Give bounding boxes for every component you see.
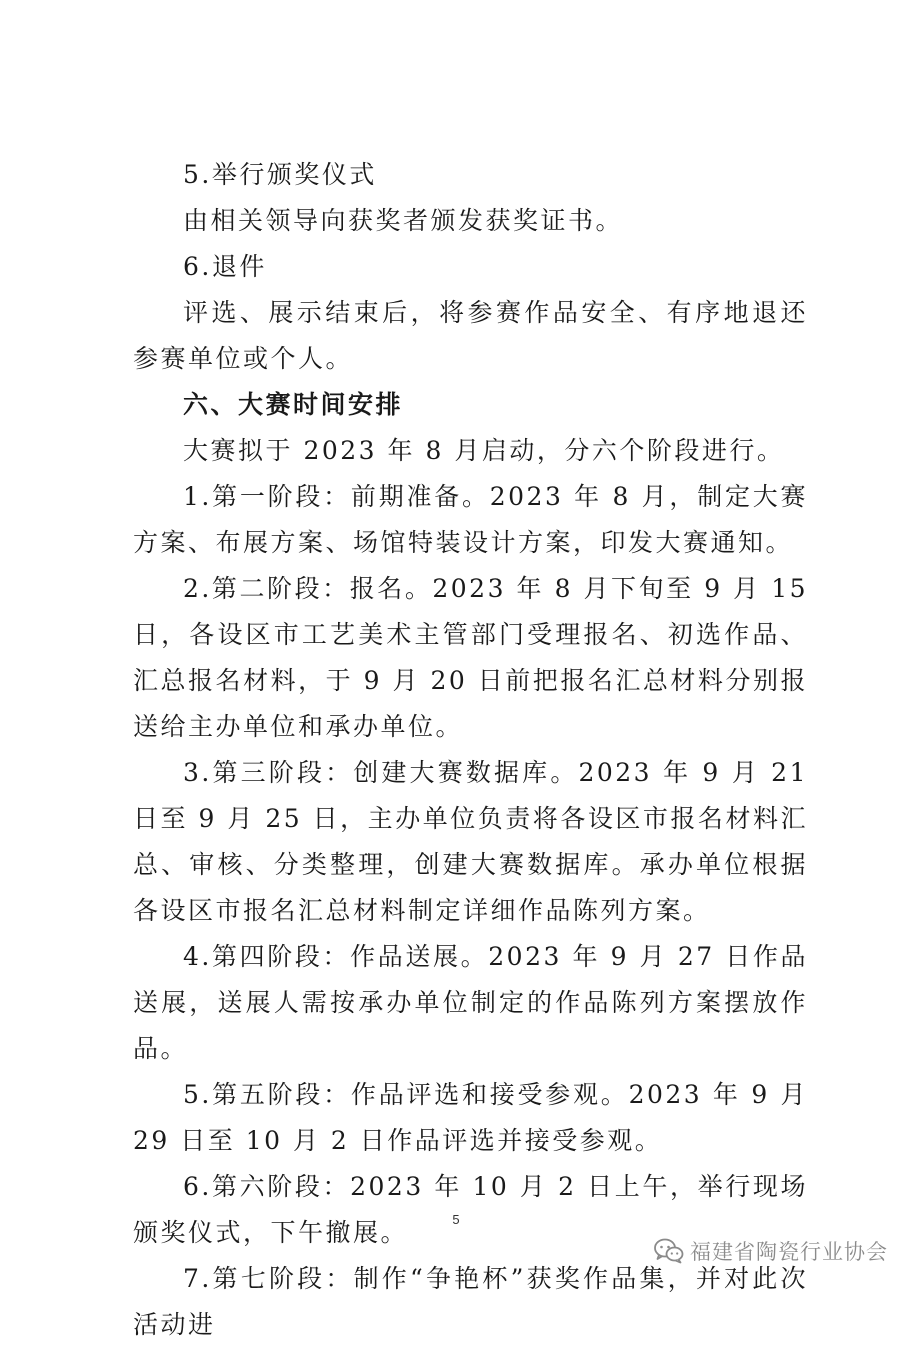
paragraph-award-ceremony-detail: 由相关领导向获奖者颁发获奖证书。	[183, 206, 624, 235]
paragraph-award-ceremony: 5.举行颁奖仪式	[183, 160, 377, 189]
wechat-icon	[654, 1238, 684, 1264]
paragraph-return-items-detail: 评选、展示结束后，将参赛作品安全、有序地退还参赛单位或个人。	[133, 298, 808, 373]
paragraph-stage-1: 1.第一阶段：前期准备。2023 年 8 月，制定大赛方案、布展方案、场馆特装设计方案，印发大赛通知。	[133, 482, 808, 557]
paragraph-stage-6: 6.第六阶段：2023 年 10 月 2 日上午，举行现场颁奖仪式，下午撤展。	[133, 1172, 808, 1247]
page-number: 5	[452, 1212, 460, 1227]
section-heading-schedule: 六、大赛时间安排	[183, 390, 404, 419]
document-body	[133, 152, 808, 1348]
paragraph-return-items: 6.退件	[183, 252, 267, 281]
paragraph-stage-2: 2.第二阶段：报名。2023 年 8 月下旬至 9 月 15 日，各设区市工艺美术主管部门受理报名、初选作品、汇总报名材料，于 9 月 20 日前把报名汇总材料分别报送给主办单位和承办单位。	[133, 574, 808, 741]
paragraph-stage-5: 5.第五阶段：作品评选和接受参观。2023 年 9 月 29 日至 10 月 2 日作品评选并接受参观。	[133, 1080, 808, 1155]
paragraph-stage-7: 7.第七阶段：制作“争艳杯”获奖作品集，并对此次活动进	[133, 1264, 808, 1339]
paragraph-stage-4: 4.第四阶段：作品送展。2023 年 9 月 27 日作品送展，送展人需按承办单位制定的作品陈列方案摆放作品。	[133, 942, 808, 1063]
paragraph-schedule-intro: 大赛拟于 2023 年 8 月启动，分六个阶段进行。	[183, 436, 785, 465]
paragraph-stage-3: 3.第三阶段：创建大赛数据库。2023 年 9 月 21 日至 9 月 25 日，主办单位负责将各设区市报名材料汇总、审核、分类整理，创建大赛数据库。承办单位根据各设区市报名汇总材料制定详细作品陈列方案。	[133, 758, 808, 925]
watermark	[654, 1236, 888, 1266]
watermark-text: 福建省陶瓷行业协会	[690, 1240, 888, 1264]
